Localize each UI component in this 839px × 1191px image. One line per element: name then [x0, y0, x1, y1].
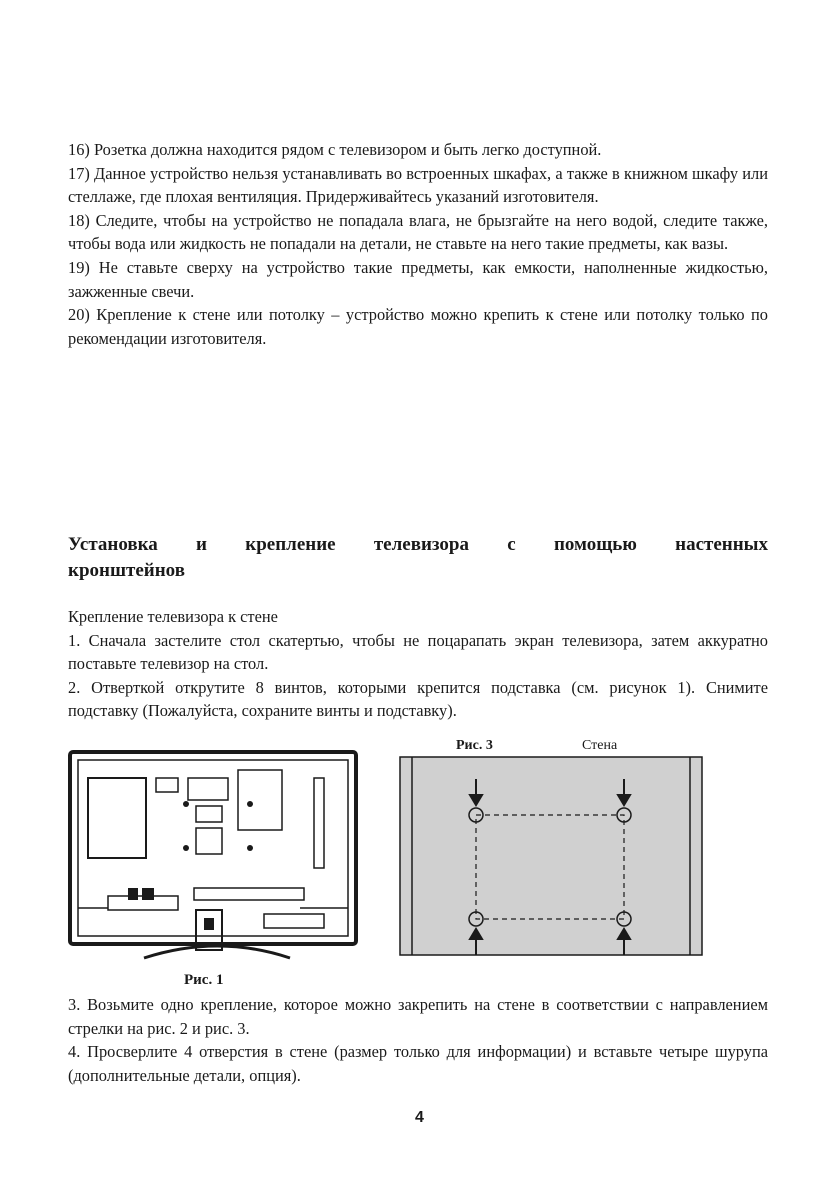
section-heading-line1: Установка и крепление телевизора с помощью настенных — [68, 534, 768, 555]
mounting-steps-continued — [68, 993, 768, 1087]
figure-1-caption: Рис. 1 — [184, 972, 224, 988]
safety-item-18: 18) Следите, чтобы на устройство не попадала влага, не брызгайте на него водой, следите также, чтобы вода или жидкость не попадали на детали, не ставьте на него такие предметы, как вазы. — [68, 210, 768, 254]
step-2: 2. Отверткой открутите 8 винтов, которыми крепится подставка (см. рисунок 1). Снимите подставку (Пожалуйста, сохраните винты и подставку). — [68, 677, 768, 721]
safety-item-20: 20) Крепление к стене или потолку – устройство можно крепить к стене или потолку только по рекомендации изготовителя. — [68, 305, 768, 348]
page-number: 4 — [415, 1109, 424, 1126]
step-3: 3. Возьмите одно крепление, которое можно закрепить на стене в соответствии с направлением стрелки на рис. 2 и рис. 3. — [68, 995, 768, 1038]
figure-1-tv-rear — [68, 748, 360, 988]
figure-3-wall-holes — [396, 733, 708, 958]
safety-item-19: 19) Не ставьте сверху на устройство такие предметы, как емкости, наполненные жидкостью, зажженные свечи. — [68, 257, 768, 301]
safety-item-17: 17) Данное устройство нельзя устанавливать во встроенных шкафах, а также в книжном шкафу или стеллаже, где плохая вентиляция. Придерживайтесь указаний изготовителя. — [68, 163, 768, 207]
figure-3-wall-label: Стена — [582, 738, 618, 753]
mounting-steps-intro — [68, 605, 768, 723]
wall-surface — [400, 757, 702, 955]
safety-instructions — [68, 138, 768, 350]
section-subheading: Крепление телевизора к стене — [68, 607, 278, 626]
figure-3-caption: Рис. 3 — [456, 738, 493, 753]
step-1: 1. Сначала застелите стол скатертью, чтобы не поцарапать экран телевизора, затем аккуратно поставьте телевизор на стол. — [68, 630, 768, 674]
section-heading — [68, 532, 768, 584]
safety-item-16: 16) Розетка должна находится рядом с телевизором и быть легко доступной. — [68, 140, 602, 159]
step-4: 4. Просверлите 4 отверстия в стене (размер только для информации) и вставьте четыре шурупа (дополнительные детали, опция). — [68, 1042, 768, 1085]
section-heading-line2: кронштейнов — [68, 560, 185, 581]
